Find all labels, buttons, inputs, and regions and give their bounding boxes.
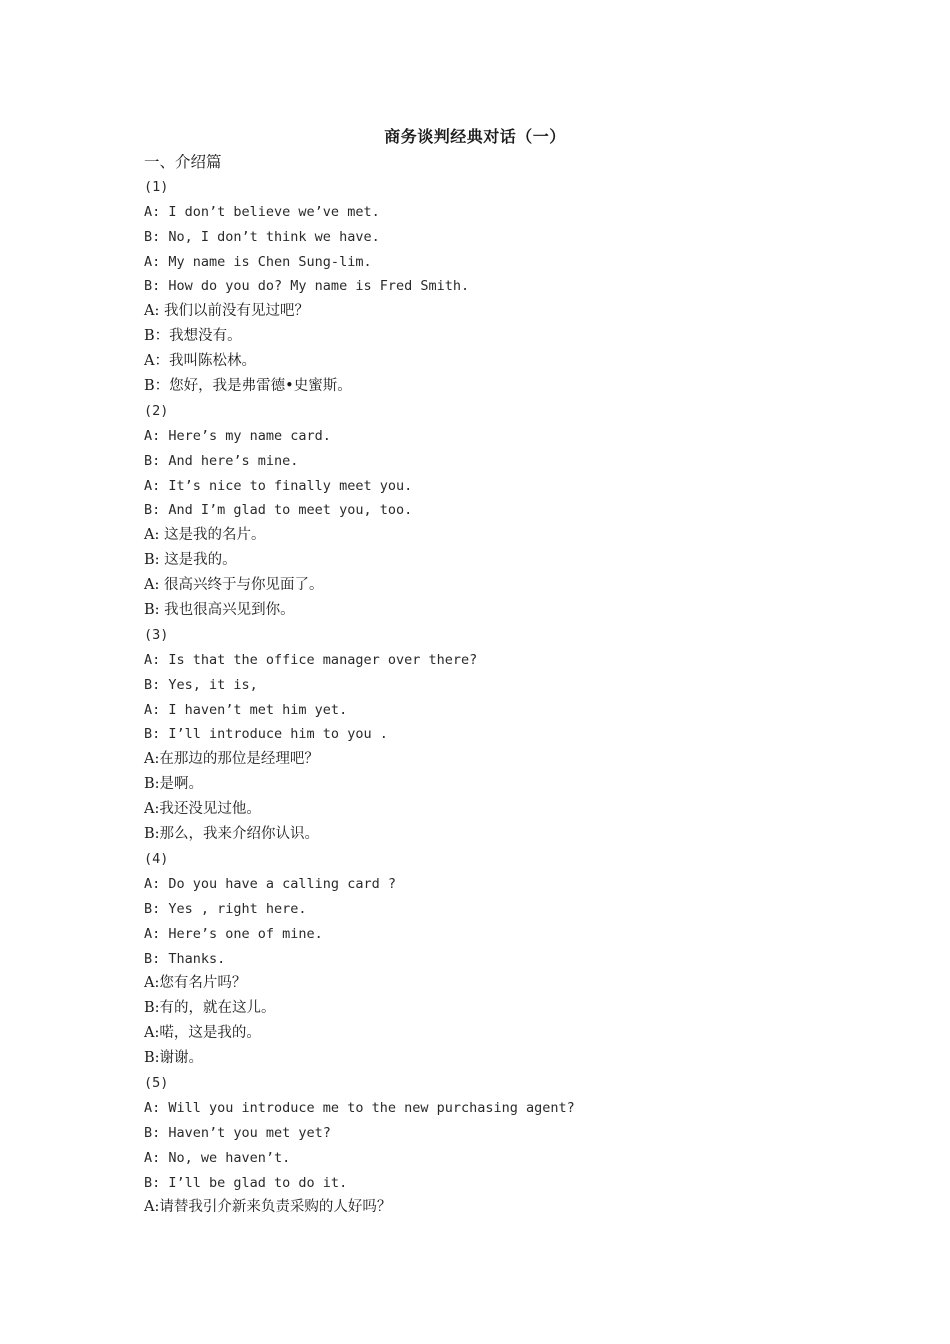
dialogue-line: B: I’ll introduce him to you . — [144, 726, 388, 743]
dialogue-number: (3) — [144, 626, 169, 643]
dialogue-line: B:谢谢。 — [144, 1050, 204, 1067]
dialogue-line: B: Yes, it is, — [144, 676, 258, 693]
dialogue-body — [144, 150, 864, 1220]
dialogue-line: B: And I’m glad to meet you, too. — [144, 502, 413, 519]
dialogue-line: B: Yes , right here. — [144, 900, 307, 917]
dialogue-line: A: 这是我的名片。 — [144, 527, 266, 544]
dialogue-line: B:那么，我来介绍你认识。 — [144, 826, 320, 843]
dialogue-line: B: Thanks. — [144, 950, 226, 967]
dialogue-line: A: Here’s one of mine. — [144, 925, 323, 942]
document-title: 商务谈判经典对话（一） — [384, 127, 566, 146]
dialogue-line: A: It’s nice to finally meet you. — [144, 477, 413, 494]
dialogue-line: A: Is that the office manager over there? — [144, 651, 478, 668]
dialogue-line: B: No, I don’t think we have. — [144, 228, 380, 245]
dialogue-line: A: I don’t believe we’ve met. — [144, 203, 380, 220]
dialogue-line: A:我还没见过他。 — [144, 801, 261, 818]
dialogue-line: B: 我也很高兴见到你。 — [144, 602, 295, 619]
dialogue-line: A: My name is Chen Sung-lim. — [144, 253, 372, 270]
dialogue-line: B: How do you do? My name is Fred Smith. — [144, 278, 470, 295]
dialogue-line: B: 这是我的。 — [144, 552, 237, 569]
dialogue-line: A: 我们以前没有见过吧？ — [144, 303, 309, 320]
dialogue-line: A：我叫陈松林。 — [144, 353, 256, 370]
dialogue-line: A: No, we haven’t. — [144, 1149, 291, 1166]
dialogue-line: B:有的，就在这儿。 — [144, 1000, 276, 1017]
dialogue-number: (5) — [144, 1074, 169, 1091]
dialogue-line: A: Will you introduce me to the new purchasing agent? — [144, 1099, 575, 1116]
dialogue-line: B: I’ll be glad to do it. — [144, 1174, 348, 1191]
dialogue-line: A:请替我引介新来负责采购的人好吗？ — [144, 1199, 392, 1216]
dialogue-line: A:您有名片吗？ — [144, 975, 247, 992]
dialogue-number: (4) — [144, 850, 169, 867]
dialogue-line: A: Here’s my name card. — [144, 427, 331, 444]
dialogue-line: A: 很高兴终于与你见面了。 — [144, 577, 324, 594]
dialogue-number: (2) — [144, 402, 169, 419]
dialogue-line: B: Haven’t you met yet? — [144, 1124, 331, 1141]
dialogue-line: A: I haven’t met him yet. — [144, 701, 348, 718]
dialogue-line: B：我想没有。 — [144, 328, 242, 345]
dialogue-line: B:是啊。 — [144, 776, 204, 793]
dialogue-line: A: Do you have a calling card ? — [144, 875, 396, 892]
dialogue-line: B: And here’s mine. — [144, 452, 299, 469]
dialogue-line: A:在那边的那位是经理吧？ — [144, 751, 319, 768]
dialogue-number: (1) — [144, 178, 169, 195]
dialogue-line: B：您好，我是弗雷德•史蜜斯。 — [144, 378, 352, 395]
dialogue-line: A:喏，这是我的。 — [144, 1025, 261, 1042]
section-heading: 一、介绍篇 — [144, 153, 222, 171]
